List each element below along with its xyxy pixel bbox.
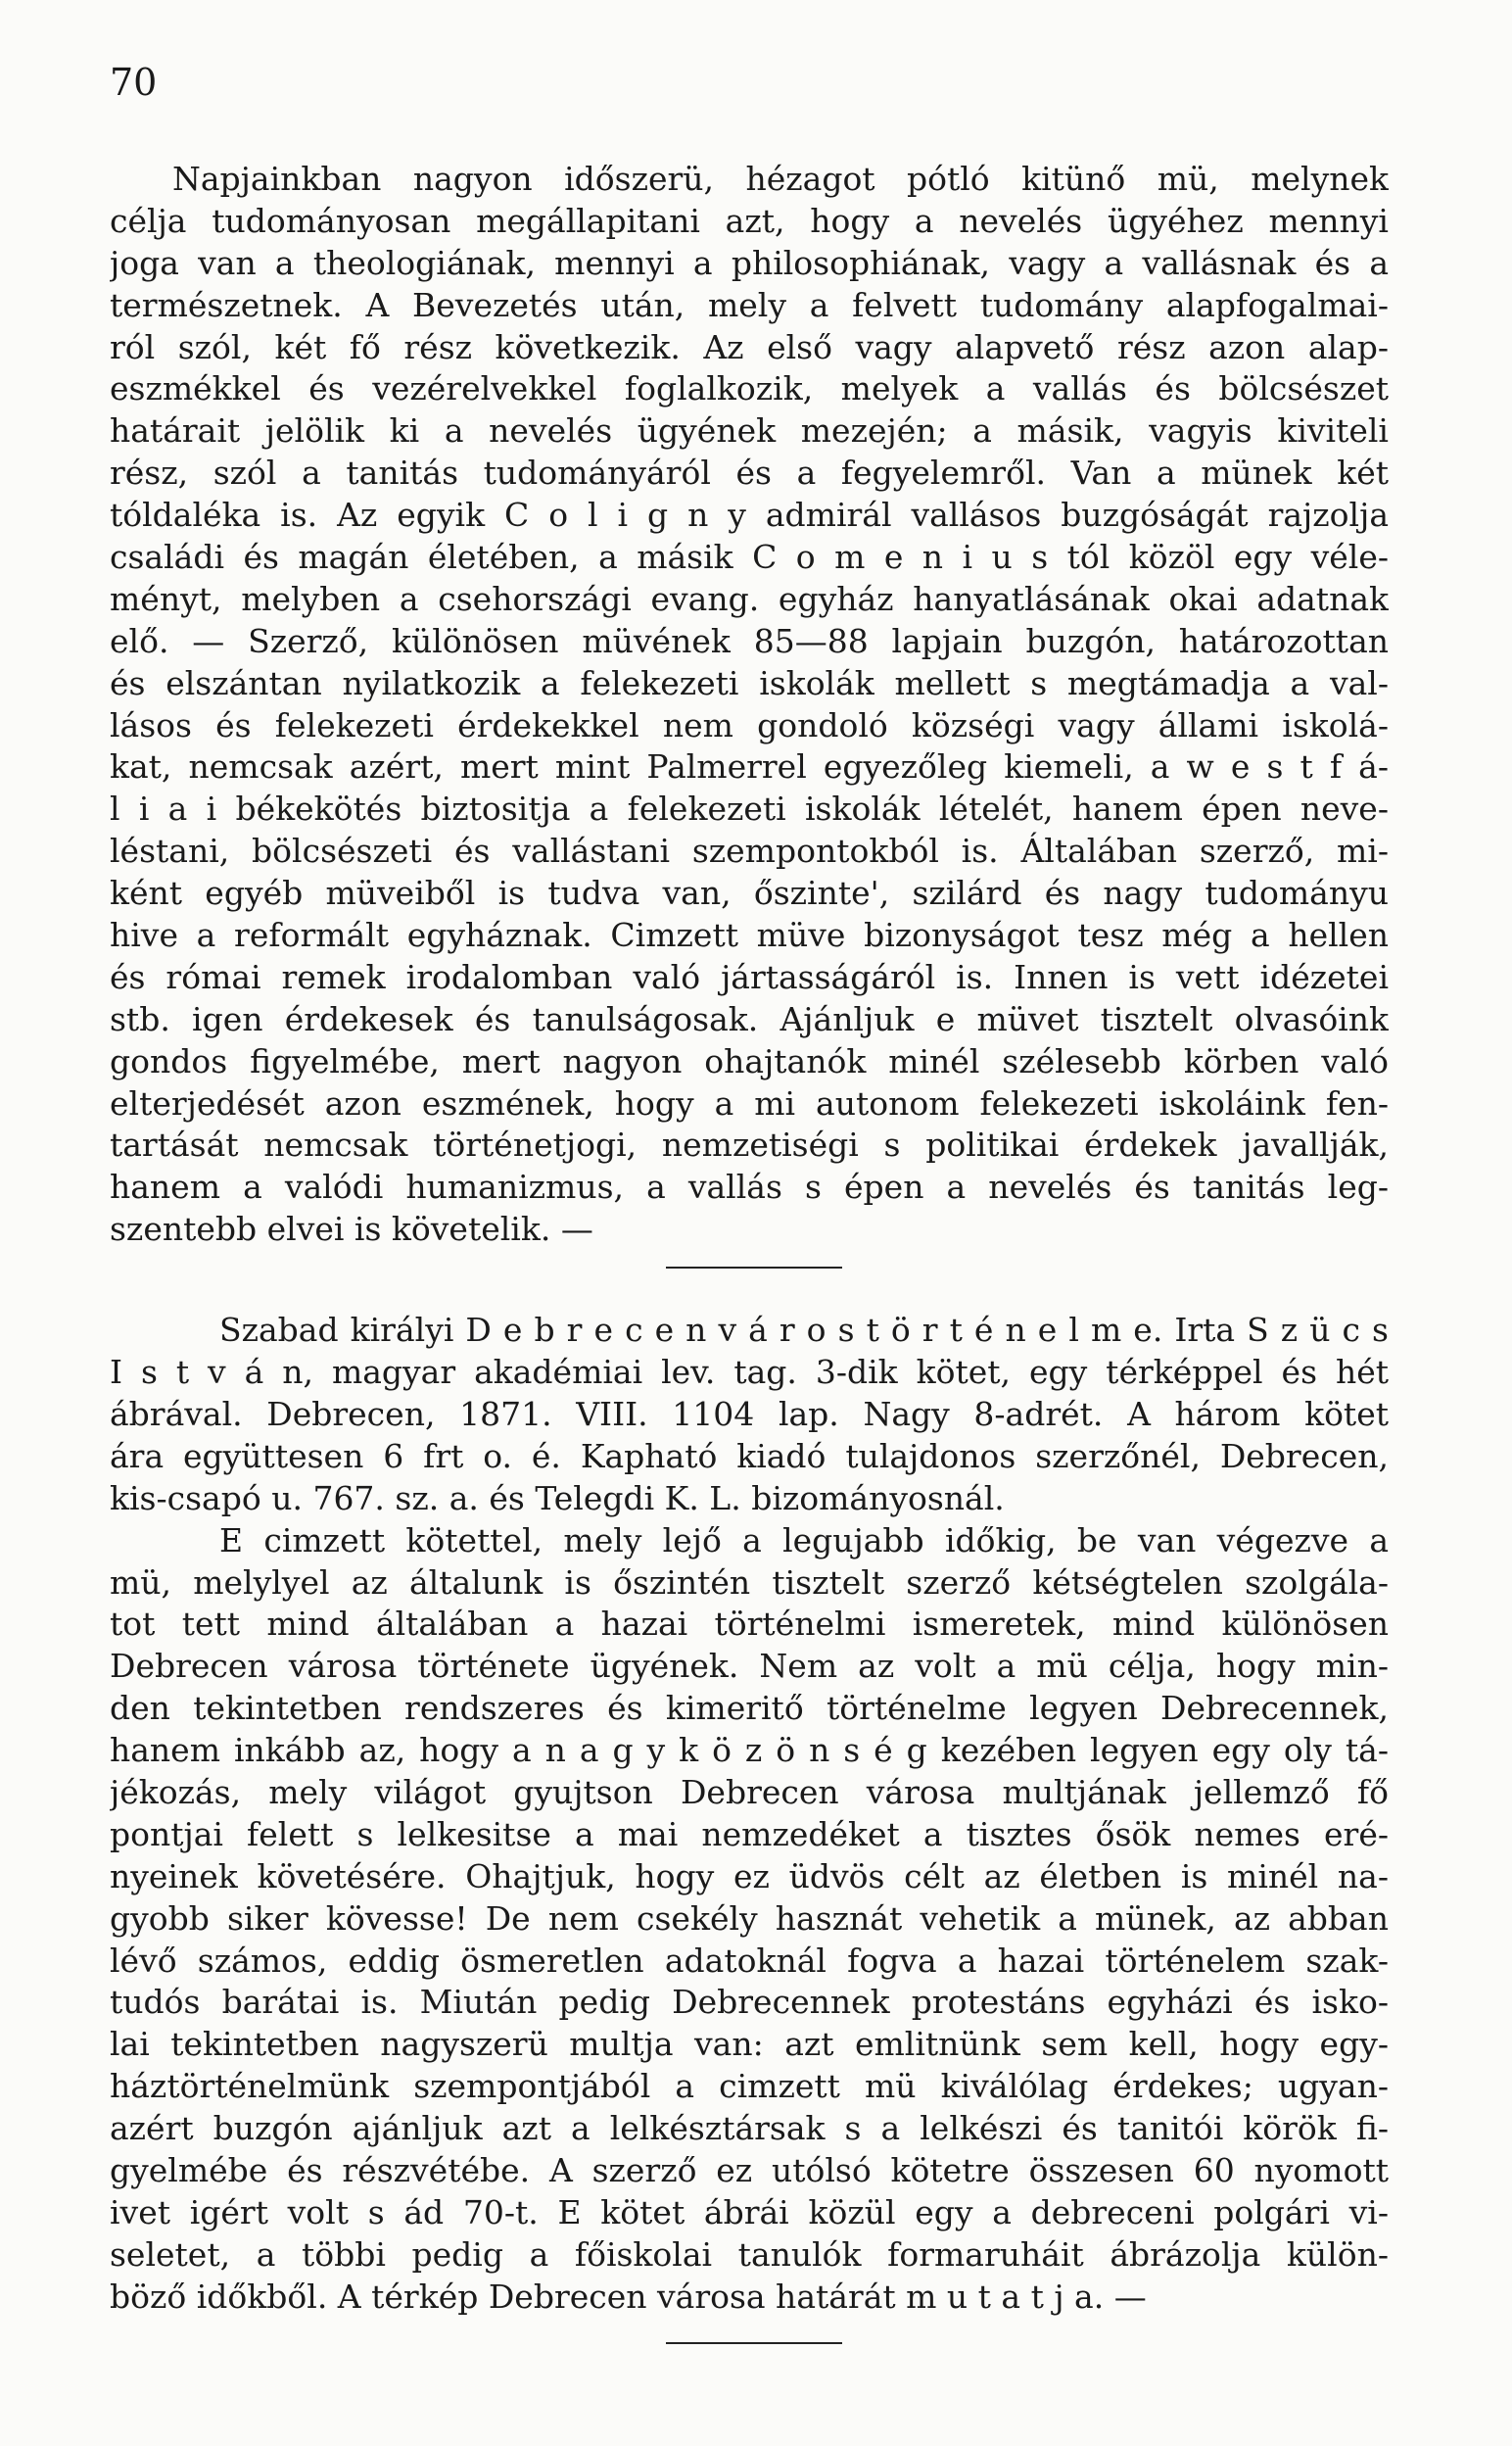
text-line: Debrecen városa története ügyének. Nem az volt a mü célja, hogy min- — [110, 1647, 1389, 1686]
text-line: tartását nemcsak történetjogi, nemzetiségi s politikai érdekek javallják, — [110, 1126, 1389, 1165]
text-line: határait jelölik ki a nevelés ügyének mezején; a másik, vagyis kiviteli — [110, 411, 1389, 451]
text-line: és római remek irodalomban való jártasságáról is. Innen is vett idézetei — [110, 957, 1389, 996]
text-line: elő. — Szerző, különösen müvének 85—88 lapjain buzgón, határozottan — [110, 621, 1389, 660]
text-line: ivet igért volt s ád 70-t. E kötet ábrái közül egy a debreceni polgári vi- — [110, 2192, 1389, 2231]
review-heading-2 — [110, 1310, 1389, 1519]
text-line: nyeinek követésére. Ohajtjuk, hogy ez üdvös célt az életben is minél na- — [110, 1856, 1389, 1895]
text-line: tóldaléka is. Az egyik C o l i g n y admirál vallásos buzgóságát rajzolja — [110, 496, 1389, 535]
text-line: I s t v á n, magyar akadémiai lev. tag. 3-dik kötet, egy térképpel és hét — [110, 1353, 1389, 1392]
text-line: léstani, bölcsészeti és vallástani szempontokból is. Általában szerző, mi- — [110, 832, 1389, 871]
text-line: ábrával. Debrecen, 1871. VIII. 1104 lap. Nagy 8-adrét. A három kötet — [110, 1394, 1389, 1433]
text-line: den tekintetben rendszeres és kimeritő történelme legyen Debrecennek, — [110, 1689, 1389, 1728]
text-line: természetnek. A Bevezetés után, mely a felvett tudomány alapfogalmai- — [110, 285, 1389, 324]
text-line: hanem inkább az, hogy a n a g y k ö z ö n s é g kezében legyen egy oly tá- — [110, 1731, 1389, 1770]
text-line: célja tudományosan megállapitani azt, hogy a nevelés ügyéhez mennyi — [110, 201, 1389, 240]
text-line: seletet, a többi pedig a főiskolai tanulók formaruháit ábrázolja külön- — [110, 2234, 1389, 2274]
text-body — [110, 159, 1389, 2344]
review-paragraph-1 — [110, 159, 1389, 1251]
page-number: 70 — [110, 61, 158, 104]
text-line: és elszántan nyilatkozik a felekezeti iskolák mellett s megtámadja a val- — [110, 663, 1389, 702]
text-line: elterjedését azon eszmének, hogy a mi autonom felekezeti iskoláink fen- — [110, 1083, 1389, 1123]
text-line: ként egyéb müveiből is tudva van, őszinte', szilárd és nagy tudományu — [110, 874, 1389, 913]
text-line: tot tett mind általában a hazai történelmi ismeretek, mind különösen — [110, 1605, 1389, 1644]
text-line: hive a reformált egyháznak. Cimzett müve bizonyságot tesz még a hellen — [110, 916, 1389, 955]
text-line: pontjai felett s lelkesitse a mai nemzedéket a tisztes ősök nemes eré- — [110, 1814, 1389, 1853]
text-line: mü, melylyel az általunk is őszintén tisztelt szerző kétségtelen szolgála- — [110, 1562, 1389, 1602]
text-line: háztörténelmünk szempontjából a cimzett mü kiválólag érdekes; ugyan- — [110, 2067, 1389, 2106]
text-line: rész, szól a tanitás tudományáról és a fegyelemről. Van a münek két — [110, 454, 1389, 493]
text-line: ára együttesen 6 frt o. é. Kapható kiadó tulajdonos szerzőnél, Debrecen, — [110, 1436, 1389, 1475]
text-line: stb. igen érdekesek és tanulságosak. Ajánljuk e müvet tisztelt olvasóink — [110, 999, 1389, 1038]
text-line: ról szól, két fő rész következik. Az első vagy alapvető rész azon alap- — [110, 327, 1389, 366]
text-line: azért buzgón ajánljuk azt a lelkésztársak s a lelkészi és tanitói körök fi- — [110, 2109, 1389, 2148]
text-line: jékozás, mely világot gyujtson Debrecen városa multjának jellemző fő — [110, 1772, 1389, 1811]
text-line: böző időkből. A térkép Debrecen városa határát m u t a t j a. — — [110, 2277, 1147, 2316]
text-line: joga van a theologiának, mennyi a philosophiának, vagy a vallásnak és a — [110, 243, 1389, 282]
text-line: gyelmébe és részvétébe. A szerző ez utólsó kötetre összesen 60 nyomott — [110, 2150, 1389, 2189]
text-line: családi és magán életében, a másik C o m e n i u s tól közöl egy véle- — [110, 538, 1389, 577]
text-line: gyobb siker kövesse! De nem csekély hasznát vehetik a münek, az abban — [110, 1898, 1389, 1938]
text-line: ményt, melyben a csehországi evang. egyház hanyatlásának okai adatnak — [110, 579, 1389, 618]
text-line: szentebb elvei is követelik. — — [110, 1210, 593, 1249]
text-line: hanem a valódi humanizmus, a vallás s épen a nevelés és tanitás leg- — [110, 1168, 1389, 1207]
text-line: Szabad királyi D e b r e c e n v á r o s t ö r t é n e l m e. Irta S z ü c s — [219, 1311, 1389, 1350]
text-line: kis-csapó u. 767. sz. a. és Telegdi K. L. bizományosnál. — [110, 1478, 1005, 1517]
text-line: Napjainkban nagyon időszerü, hézagot pótló kitünő mü, melynek — [172, 160, 1389, 198]
text-line: lai tekintetben nagyszerü multja van: azt emlitnünk sem kell, hogy egy- — [110, 2025, 1389, 2064]
text-line: E cimzett kötettel, mely lejő a legujabb időkig, be van végezve a — [219, 1520, 1389, 1559]
text-line: gondos figyelmébe, mert nagyon ohajtanók minél szélesebb körben való — [110, 1041, 1389, 1080]
text-line: l i a i békekötés biztositja a felekezeti iskolák lételét, hanem épen neve- — [110, 790, 1389, 829]
text-line: tudós barátai is. Miután pedig Debrecennek protestáns egyházi és isko- — [110, 1983, 1389, 2022]
text-line: lévő számos, eddig ösmeretlen adatoknál fogva a hazai történelem szak- — [110, 1941, 1389, 1980]
review-paragraph-2 — [110, 1520, 1389, 2319]
text-line: lásos és felekezeti érdekekkel nem gondoló községi vagy állami iskolá- — [110, 705, 1389, 744]
end-divider — [666, 2342, 842, 2344]
text-line: kat, nemcsak azért, mert mint Palmerrel egyezőleg kiemeli, a w e s t f á- — [110, 747, 1389, 787]
text-line: eszmékkel és vezérelvekkel foglalkozik, melyek a vallás és bölcsészet — [110, 369, 1389, 408]
